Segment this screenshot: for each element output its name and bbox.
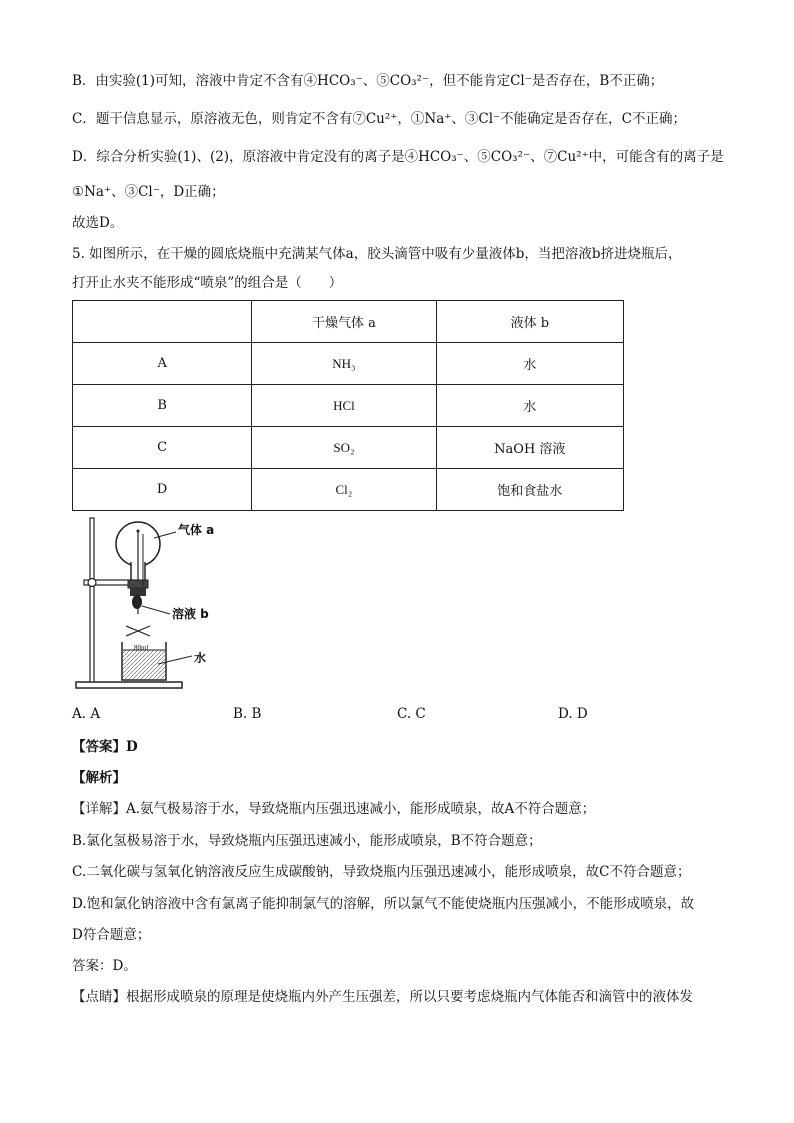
table-cell: NaOH 溶液 — [436, 427, 623, 469]
detail-line-3: C.二氧化碳与氢氧化钠溶液反应生成碳酸钠，导致烧瓶内压强迅速减小，能形成喷泉，故C不符合题意； — [72, 864, 691, 880]
previous-answer: 故选D。 — [72, 215, 124, 231]
table-cell: 饱和食盐水 — [436, 469, 623, 511]
answer-choices — [72, 706, 632, 724]
tip-line: 【点睛】根据形成喷泉的原理是使烧瓶内外产生压强差，所以只要考虑烧瓶内气体能否和滴管中的液体发 — [72, 989, 693, 1005]
table-row — [73, 385, 624, 427]
table-cell: HCl — [252, 385, 436, 427]
solution-label: 溶液 b — [172, 607, 209, 621]
table-cell: B — [73, 385, 252, 427]
fountain-apparatus-figure — [70, 514, 230, 692]
detail-line-1: 【详解】A.氨气极易溶于水，导致烧瓶内压强迅速减小，能形成喷泉，故A不符合题意； — [72, 801, 596, 817]
table-cell: NH₃ — [252, 343, 436, 385]
question-5-stem-2: 打开止水夹不能形成“喷泉”的组合是（ ） — [72, 275, 343, 291]
option-b-explanation: B．由实验(1)可知，溶液中肯定不含有④HCO₃⁻、⑤CO₃²⁻，但不能肯定Cl⁻是否存在，B不正确； — [72, 73, 664, 89]
table-cell: A — [73, 343, 252, 385]
choice-b: B. B — [233, 706, 262, 722]
table-header-cell: 干燥气体 a — [252, 301, 436, 343]
option-d-explanation-1: D．综合分析实验(1)、(2)，原溶液中肯定没有的离子是④HCO₃⁻、⑤CO₃²⁻、⑦Cu²⁺中，可能含有的离子是 — [72, 149, 724, 165]
table-row — [73, 343, 624, 385]
detail-line-2: B.氯化氢极易溶于水，导致烧瓶内压强迅速减小，能形成喷泉，B不符合题意； — [72, 833, 542, 849]
detail-line-5: D符合题意； — [72, 927, 151, 943]
table-row — [73, 469, 624, 511]
table-cell: C — [73, 427, 252, 469]
analysis-heading: 【解析】 — [72, 770, 126, 786]
table-cell: D — [73, 469, 252, 511]
detail-line-4: D.饱和氯化钠溶液中含有氯离子能抑制氯气的溶解，所以氯气不能使烧瓶内压强减小，不能形成喷泉，故 — [72, 896, 695, 912]
table-cell: Cl₂ — [252, 469, 436, 511]
table-header-cell — [73, 301, 252, 343]
table-header-cell: 液体 b — [436, 301, 623, 343]
choice-d: D. D — [558, 706, 588, 722]
beaker-volume-mark: 80ml — [134, 644, 149, 652]
answer-heading: 【答案】D — [72, 739, 138, 755]
table-row — [73, 427, 624, 469]
final-answer: 答案：D。 — [72, 958, 137, 974]
table-cell: 水 — [436, 343, 623, 385]
choice-a: A. A — [72, 706, 101, 722]
choice-c: C. C — [397, 706, 426, 722]
table-cell: SO₂ — [252, 427, 436, 469]
water-label: 水 — [194, 651, 207, 665]
question-5-stem-1: 5. 如图所示，在干燥的圆底烧瓶中充满某气体a，胶头滴管中吸有少量液体b，当把溶液b挤进烧瓶后， — [72, 246, 682, 262]
options-table — [72, 300, 624, 511]
option-c-explanation: C．题干信息显示，原溶液无色，则肯定不含有⑦Cu²⁺，①Na⁺、③Cl⁻不能确定是否存在，C不正确； — [72, 111, 686, 127]
table-cell: 水 — [436, 385, 623, 427]
table-header-row — [73, 301, 624, 343]
option-d-explanation-2: ①Na⁺、③Cl⁻，D正确； — [72, 184, 225, 200]
gas-label: 气体 a — [178, 523, 215, 537]
